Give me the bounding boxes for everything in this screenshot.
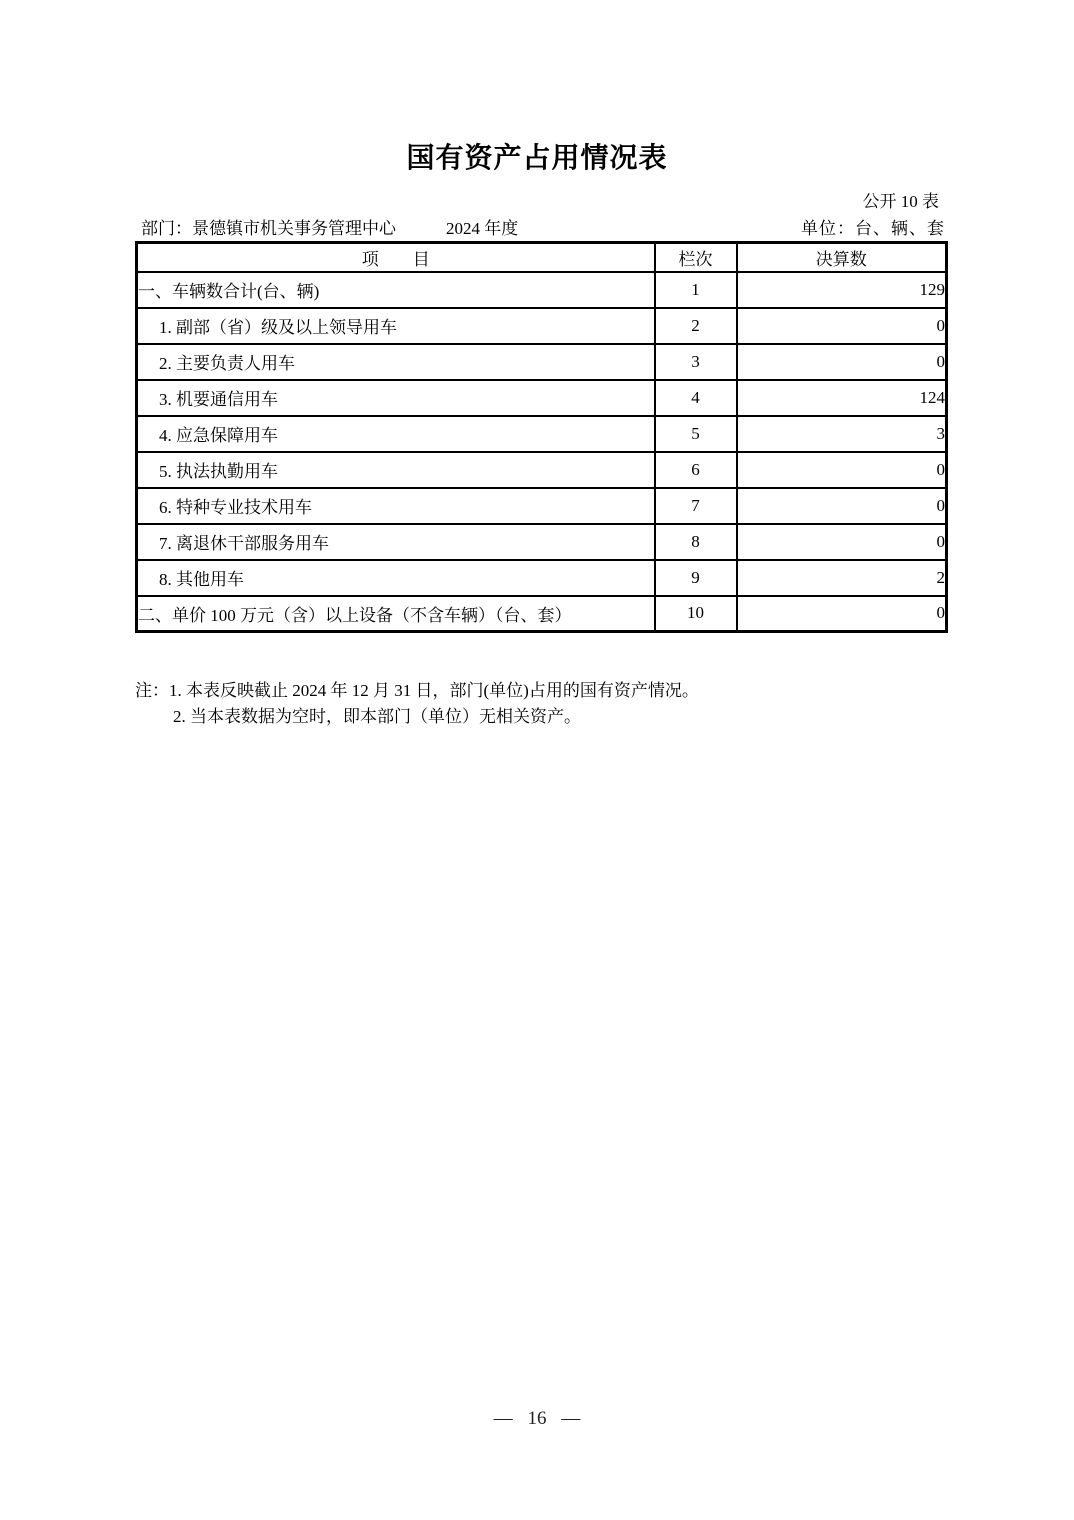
table-row bbox=[137, 452, 947, 488]
notes-block bbox=[135, 678, 955, 730]
value-cell: 0 bbox=[737, 596, 947, 632]
value-cell: 3 bbox=[737, 416, 947, 452]
column-no-cell: 10 bbox=[655, 596, 737, 632]
column-no-cell: 7 bbox=[655, 488, 737, 524]
item-cell: 5. 执法执勤用车 bbox=[137, 452, 655, 488]
item-cell: 3. 机要通信用车 bbox=[137, 380, 655, 416]
item-cell: 4. 应急保障用车 bbox=[137, 416, 655, 452]
page-number: — 16 — bbox=[493, 1408, 581, 1429]
item-cell: 二、单价 100 万元（含）以上设备（不含车辆）（台、套） bbox=[137, 596, 655, 632]
value-cell: 0 bbox=[737, 344, 947, 380]
value-cell: 0 bbox=[737, 488, 947, 524]
table-row bbox=[137, 344, 947, 380]
value-cell: 2 bbox=[737, 560, 947, 596]
table-row bbox=[137, 524, 947, 560]
column-header-final-account: 决算数 bbox=[737, 243, 947, 272]
table-row bbox=[137, 488, 947, 524]
department-label: 部门：景德镇市机关事务管理中心 bbox=[141, 219, 396, 238]
table-row bbox=[137, 380, 947, 416]
item-cell: 8. 其他用车 bbox=[137, 560, 655, 596]
value-cell: 0 bbox=[737, 308, 947, 344]
unit-label: 单位：台、辆、套 bbox=[801, 219, 945, 238]
table-row bbox=[137, 416, 947, 452]
note-line-1: 注：1. 本表反映截止 2024 年 12 月 31 日，部门(单位)占用的国有资产情况。 bbox=[135, 681, 699, 700]
table-row bbox=[137, 308, 947, 344]
column-no-cell: 6 bbox=[655, 452, 737, 488]
table-row bbox=[137, 272, 947, 308]
assets-occupation-table bbox=[135, 241, 948, 633]
item-cell: 一、车辆数合计(台、辆) bbox=[137, 272, 655, 308]
page-title: 国有资产占用情况表 bbox=[406, 141, 668, 174]
column-header-item: 项 目 bbox=[137, 243, 655, 272]
column-no-cell: 1 bbox=[655, 272, 737, 308]
note-line-2: 2. 当本表数据为空时，即本部门（单位）无相关资产。 bbox=[173, 707, 581, 726]
table-number-label: 公开 10 表 bbox=[862, 192, 939, 211]
meta-row bbox=[135, 214, 945, 239]
column-no-cell: 2 bbox=[655, 308, 737, 344]
item-cell: 6. 特种专业技术用车 bbox=[137, 488, 655, 524]
item-cell: 2. 主要负责人用车 bbox=[137, 344, 655, 380]
column-no-cell: 4 bbox=[655, 380, 737, 416]
value-cell: 129 bbox=[737, 272, 947, 308]
item-cell: 7. 离退休干部服务用车 bbox=[137, 524, 655, 560]
item-cell: 1. 副部（省）级及以上领导用车 bbox=[137, 308, 655, 344]
table-row bbox=[137, 596, 947, 632]
column-header-column-no: 栏次 bbox=[655, 243, 737, 272]
column-no-cell: 9 bbox=[655, 560, 737, 596]
value-cell: 0 bbox=[737, 524, 947, 560]
column-no-cell: 5 bbox=[655, 416, 737, 452]
fiscal-year-label: 2024 年度 bbox=[446, 219, 519, 238]
table-row bbox=[137, 560, 947, 596]
table-header-row bbox=[137, 243, 947, 272]
column-no-cell: 8 bbox=[655, 524, 737, 560]
value-cell: 0 bbox=[737, 452, 947, 488]
value-cell: 124 bbox=[737, 380, 947, 416]
column-no-cell: 3 bbox=[655, 344, 737, 380]
